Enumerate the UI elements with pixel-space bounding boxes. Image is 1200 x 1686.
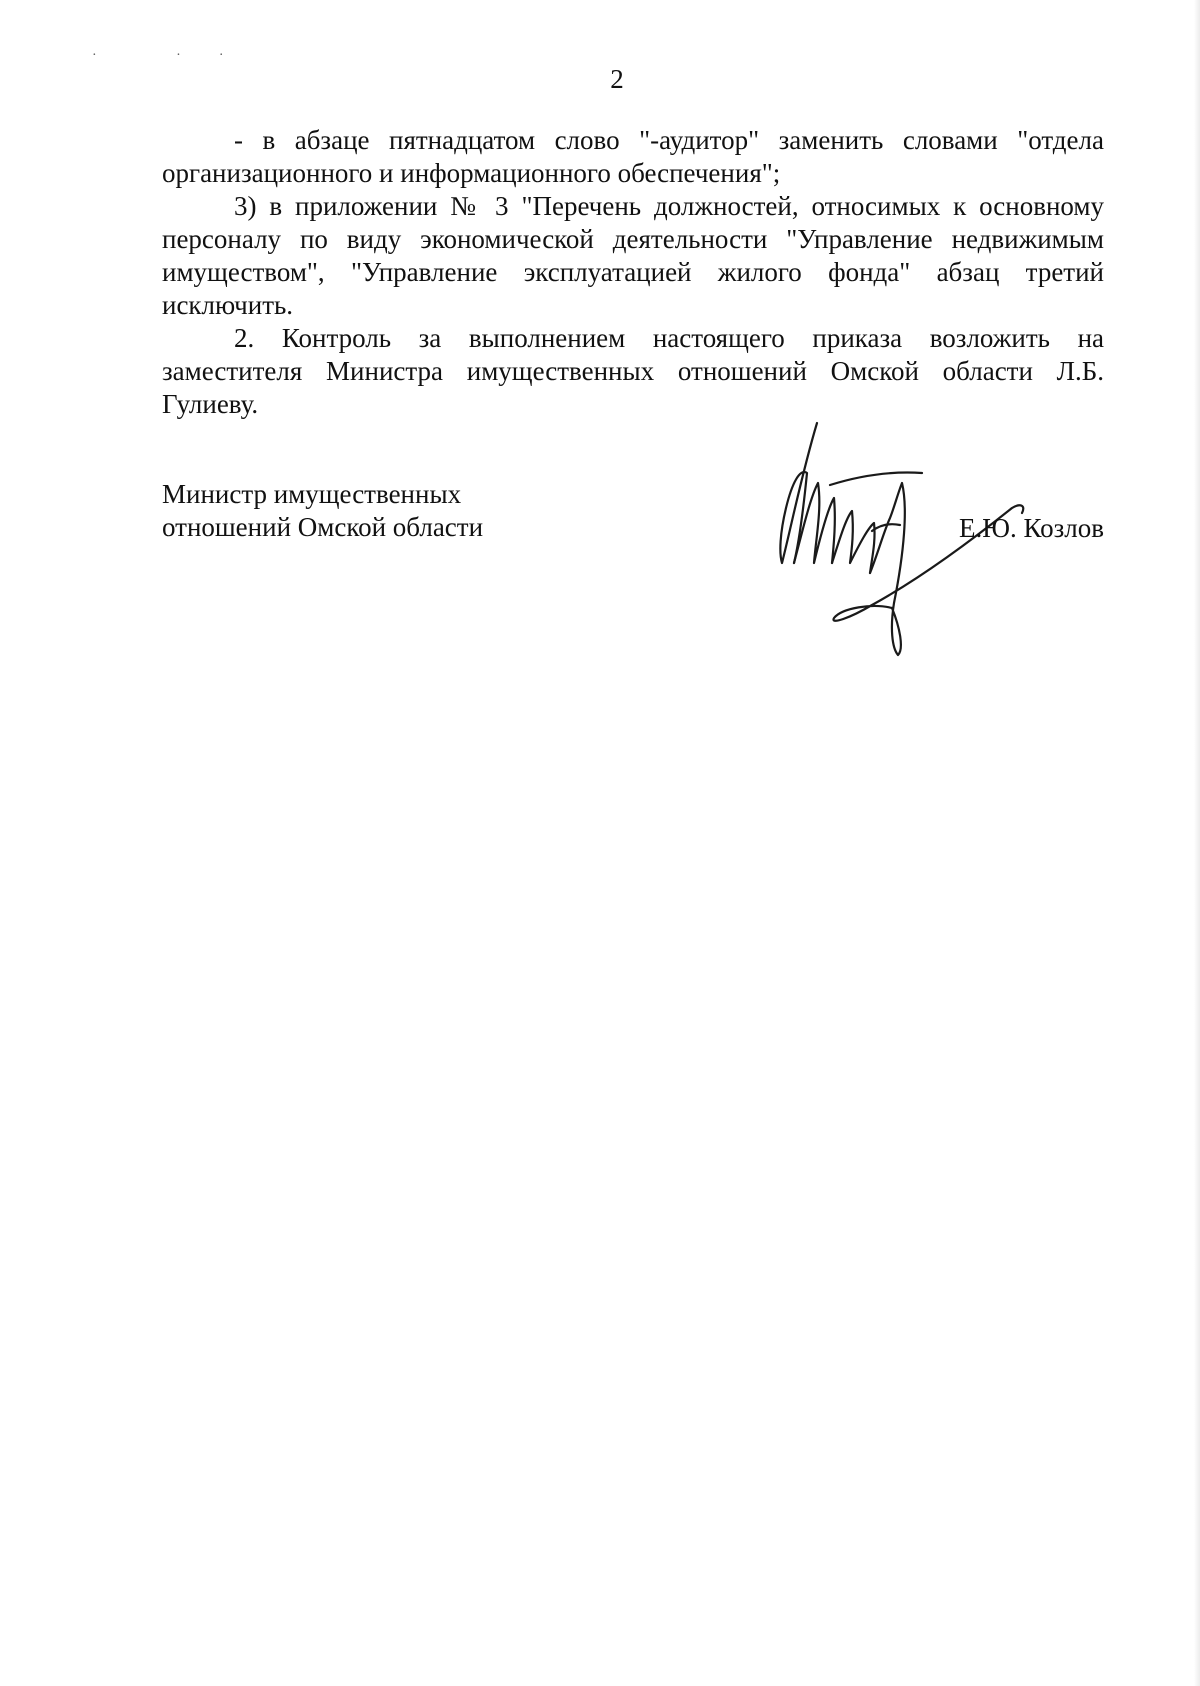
signer-name: Е.Ю. Козлов xyxy=(958,513,1104,543)
document-body xyxy=(162,124,1104,421)
signer-title-line-1: Министр имущественных xyxy=(162,479,462,509)
page-number: 2 xyxy=(610,64,624,94)
paragraph-control: 2. Контроль за выполнением настоящего приказа возложить на заместителя Министра имущественных отношений Омской области Л.Б. Гулиеву. xyxy=(162,323,1104,419)
scan-artifact-marks: · ·· xyxy=(92,48,262,63)
scan-edge-shadow xyxy=(1194,0,1200,1686)
signature-block xyxy=(162,478,1104,698)
signer-title-line-2: отношений Омской области xyxy=(162,512,484,542)
paragraph-appendix-3: 3) в приложении № 3 "Перечень должностей, относимых к основному персоналу по виду экономической деятельности "Управление недвижимым имуществом", "Управление эксплуатацией жилого фонда" абзац третий исключить. xyxy=(162,191,1104,320)
paragraph-amendment-abzac: - в абзаце пятнадцатом слово "-аудитор" заменить словами "отдела организационного и информационного обеспечения"; xyxy=(162,125,1104,188)
signer-title xyxy=(162,478,483,544)
